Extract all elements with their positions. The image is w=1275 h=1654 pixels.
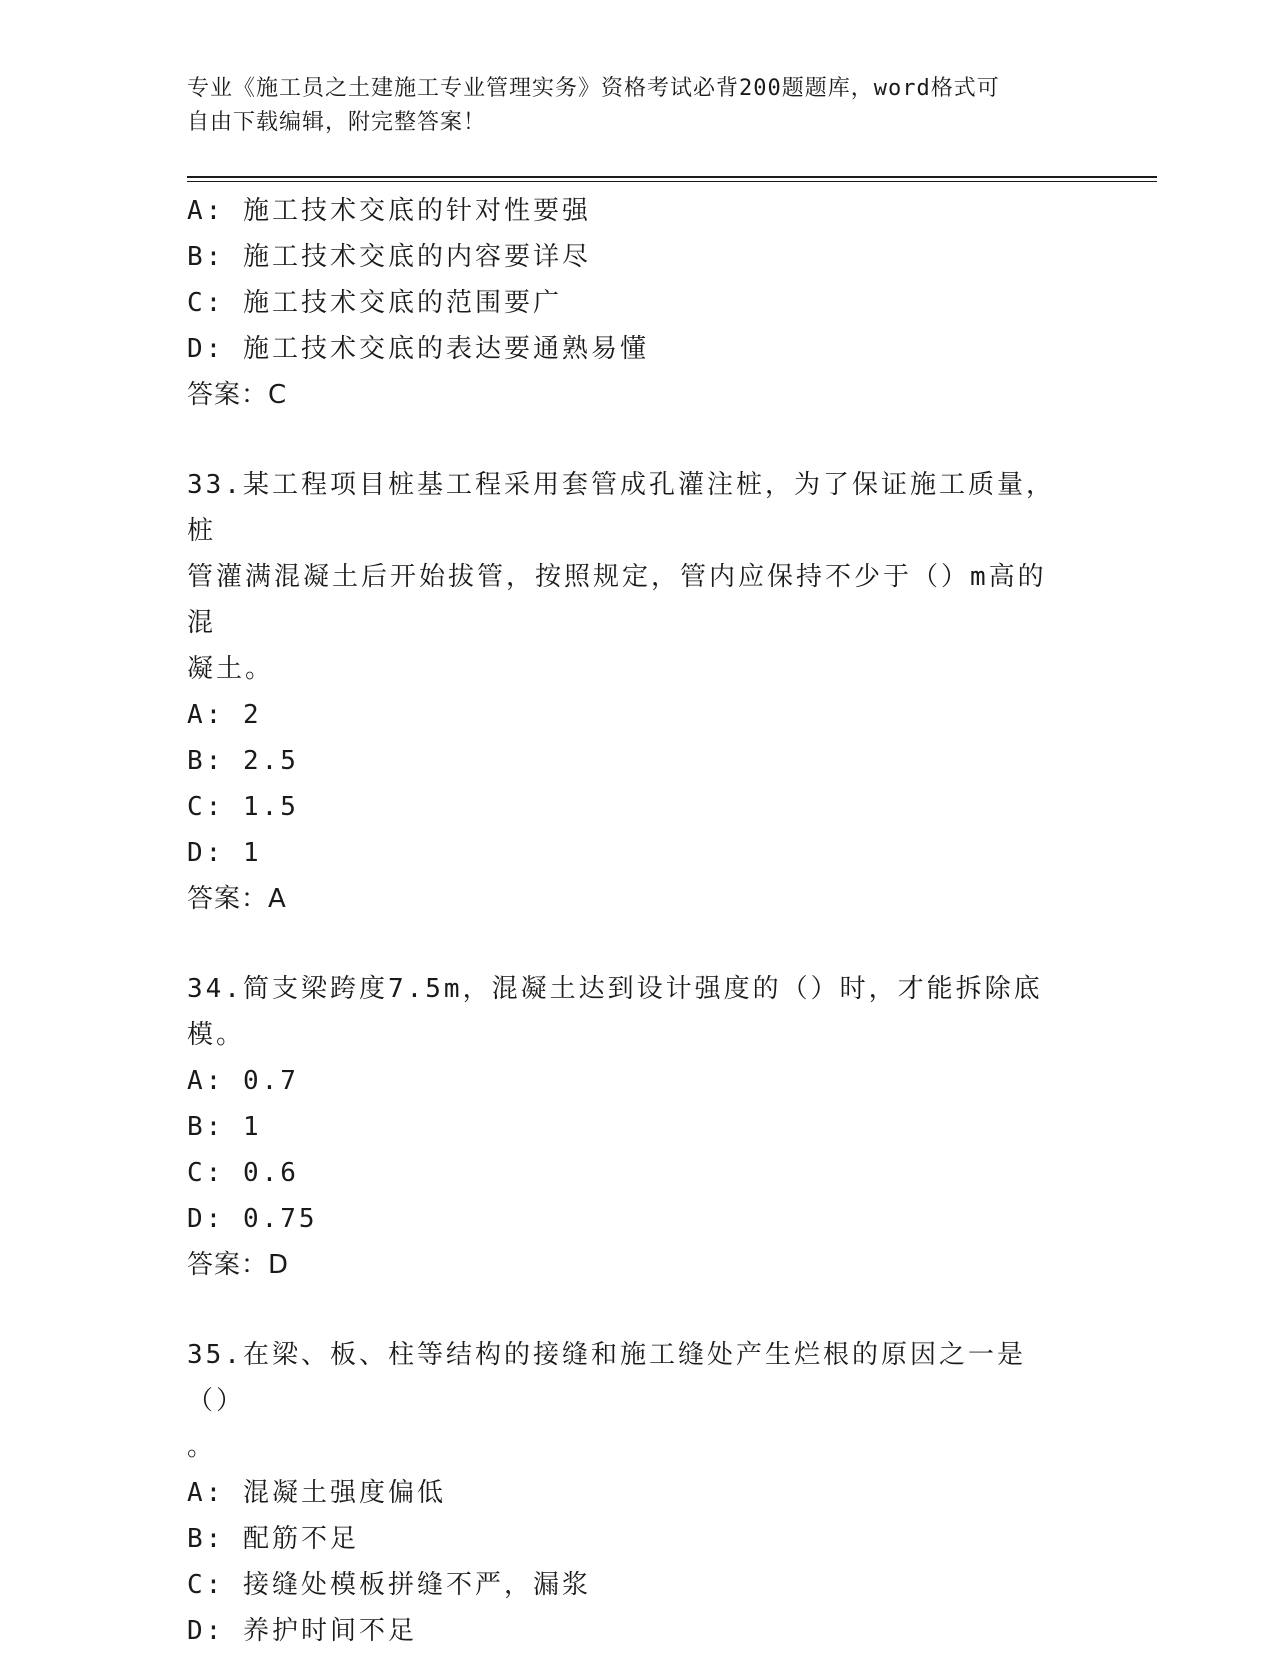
option-a: A: 0.7 [187, 1066, 299, 1096]
spacer [187, 1288, 1087, 1332]
option-c: C: 1.5 [187, 792, 299, 822]
question-34 [187, 966, 1087, 1288]
spacer [187, 418, 1087, 462]
question-stem-line: 凝土。 [187, 654, 275, 684]
question-stem-line: 33.某工程项目桩基工程采用套管成孔灌注桩，为了保证施工质量，桩 [187, 470, 1055, 546]
document-header [187, 72, 1067, 140]
question-stem-line: 管灌满混凝土后开始拔管，按照规定，管内应保持不少于（）m高的混 [187, 562, 1047, 638]
option-b: B: 2.5 [187, 746, 299, 776]
option-d: D: 1 [187, 838, 262, 868]
option-d: D: 施工技术交底的表达要通熟易懂 [187, 334, 649, 364]
header-line-1: 专业《施工员之土建施工专业管理实务》资格考试必背200题题库，word格式可 [187, 76, 1000, 101]
question-35 [187, 1332, 1087, 1654]
option-b: B: 配筋不足 [187, 1524, 359, 1554]
option-b: B: 施工技术交底的内容要详尽 [187, 242, 591, 272]
option-d: D: 养护时间不足 [187, 1616, 417, 1646]
answer: 答案：D [187, 1250, 290, 1280]
question-stem-line: 34.简支梁跨度7.5m，混凝土达到设计强度的（）时，才能拆除底模。 [187, 974, 1043, 1050]
header-line-2: 自由下载编辑，附完整答案！ [187, 110, 487, 135]
header-divider-thin [187, 181, 1157, 182]
spacer [187, 922, 1087, 966]
document-body [187, 188, 1087, 1654]
option-d: D: 0.75 [187, 1204, 318, 1234]
header-divider-thick [187, 176, 1157, 178]
question-33 [187, 462, 1087, 922]
option-c: C: 接缝处模板拼缝不严，漏浆 [187, 1570, 591, 1600]
answer: 答案：C [187, 380, 288, 410]
option-a: A: 2 [187, 700, 262, 730]
answer: 答案：A [187, 884, 287, 914]
option-b: B: 1 [187, 1112, 262, 1142]
option-a: A: 混凝土强度偏低 [187, 1478, 446, 1508]
question-stem-line: 35.在梁、板、柱等结构的接缝和施工缝处产生烂根的原因之一是（） [187, 1340, 1026, 1416]
option-a: A: 施工技术交底的针对性要强 [187, 196, 591, 226]
option-c: C: 0.6 [187, 1158, 299, 1188]
question-32 [187, 188, 1087, 418]
option-c: C: 施工技术交底的范围要广 [187, 288, 562, 318]
question-stem-line: 。 [187, 1432, 217, 1462]
